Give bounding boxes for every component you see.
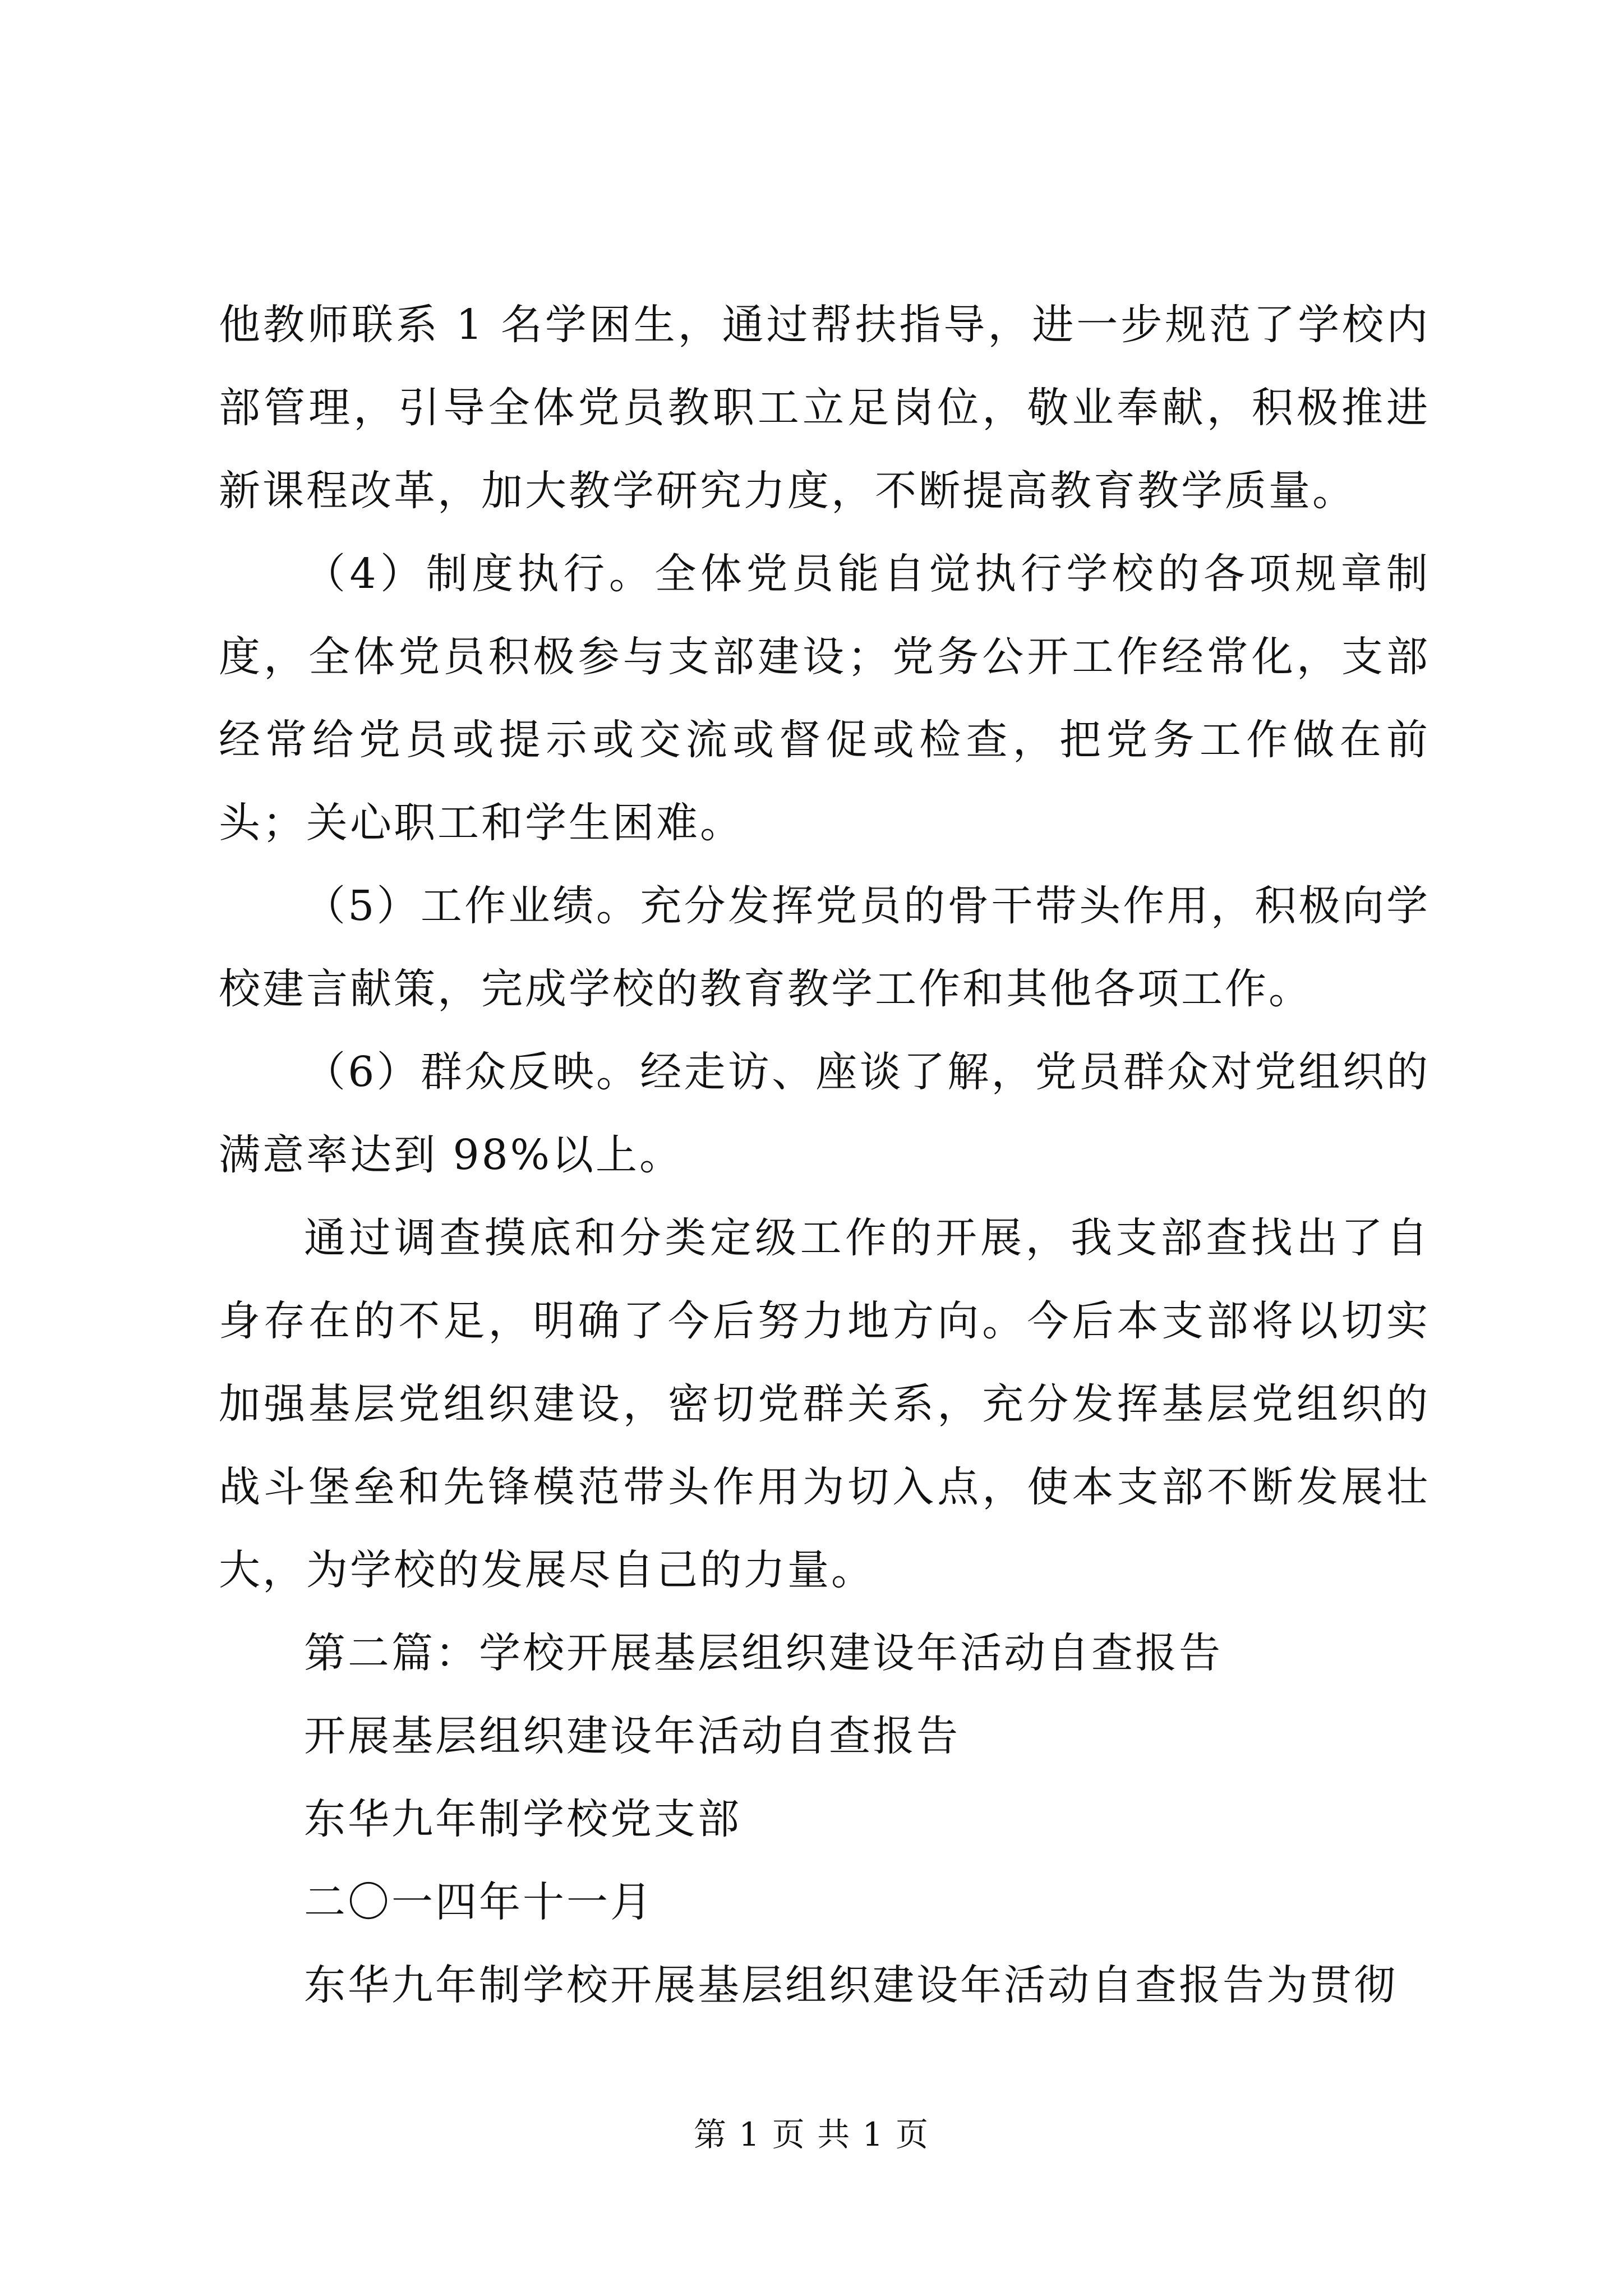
- paragraph-conclusion: 通过调查摸底和分类定级工作的开展，我支部查找出了自身存在的不足，明确了今后努力地方向。今后本支部将以切实加强基层党组织建设，密切党群关系，充分发挥基层党组织的战斗堡垒和先锋模范带头作用为切入点，使本支部不断发展壮大，为学校的发展尽自己的力量。: [219, 1214, 1430, 1594]
- report-title: 开展基层组织建设年活动自查报告: [304, 1712, 960, 1760]
- report-date: 二〇一四年十一月: [304, 1878, 654, 1926]
- document-body: [219, 283, 1430, 2027]
- paragraph-item-4: （4）制度执行。全体党员能自觉执行学校的各项规章制度，全体党员积极参与支部建设；党务公开工作经常化，支部经常给党员或提示或交流或督促或检查，把党务工作做在前头；关心职工和学生困难。: [219, 550, 1430, 847]
- report-body-start: 东华九年制学校开展基层组织建设年活动自查报告为贯彻: [304, 1961, 1398, 2009]
- page-footer: 第 1 页 共 1 页: [694, 2115, 929, 2154]
- report-organization: 东华九年制学校党支部: [304, 1795, 741, 1843]
- paragraph-item-6: （6）群众反映。经走访、座谈了解，党员群众对党组织的满意率达到 98%以上。: [219, 1048, 1430, 1179]
- section-heading: 第二篇：学校开展基层组织建设年活动自查报告: [304, 1629, 1223, 1677]
- paragraph-continuation: 他教师联系 1 名学困生，通过帮扶指导，进一步规范了学校内部管理，引导全体党员教职工立足岗位，敬业奉献，积极推进新课程改革，加大教学研究力度，不断提高教育教学质量。: [219, 301, 1430, 515]
- paragraph-item-5: （5）工作业绩。充分发挥党员的骨干带头作用，积极向学校建言献策，完成学校的教育教学工作和其他各项工作。: [219, 882, 1430, 1013]
